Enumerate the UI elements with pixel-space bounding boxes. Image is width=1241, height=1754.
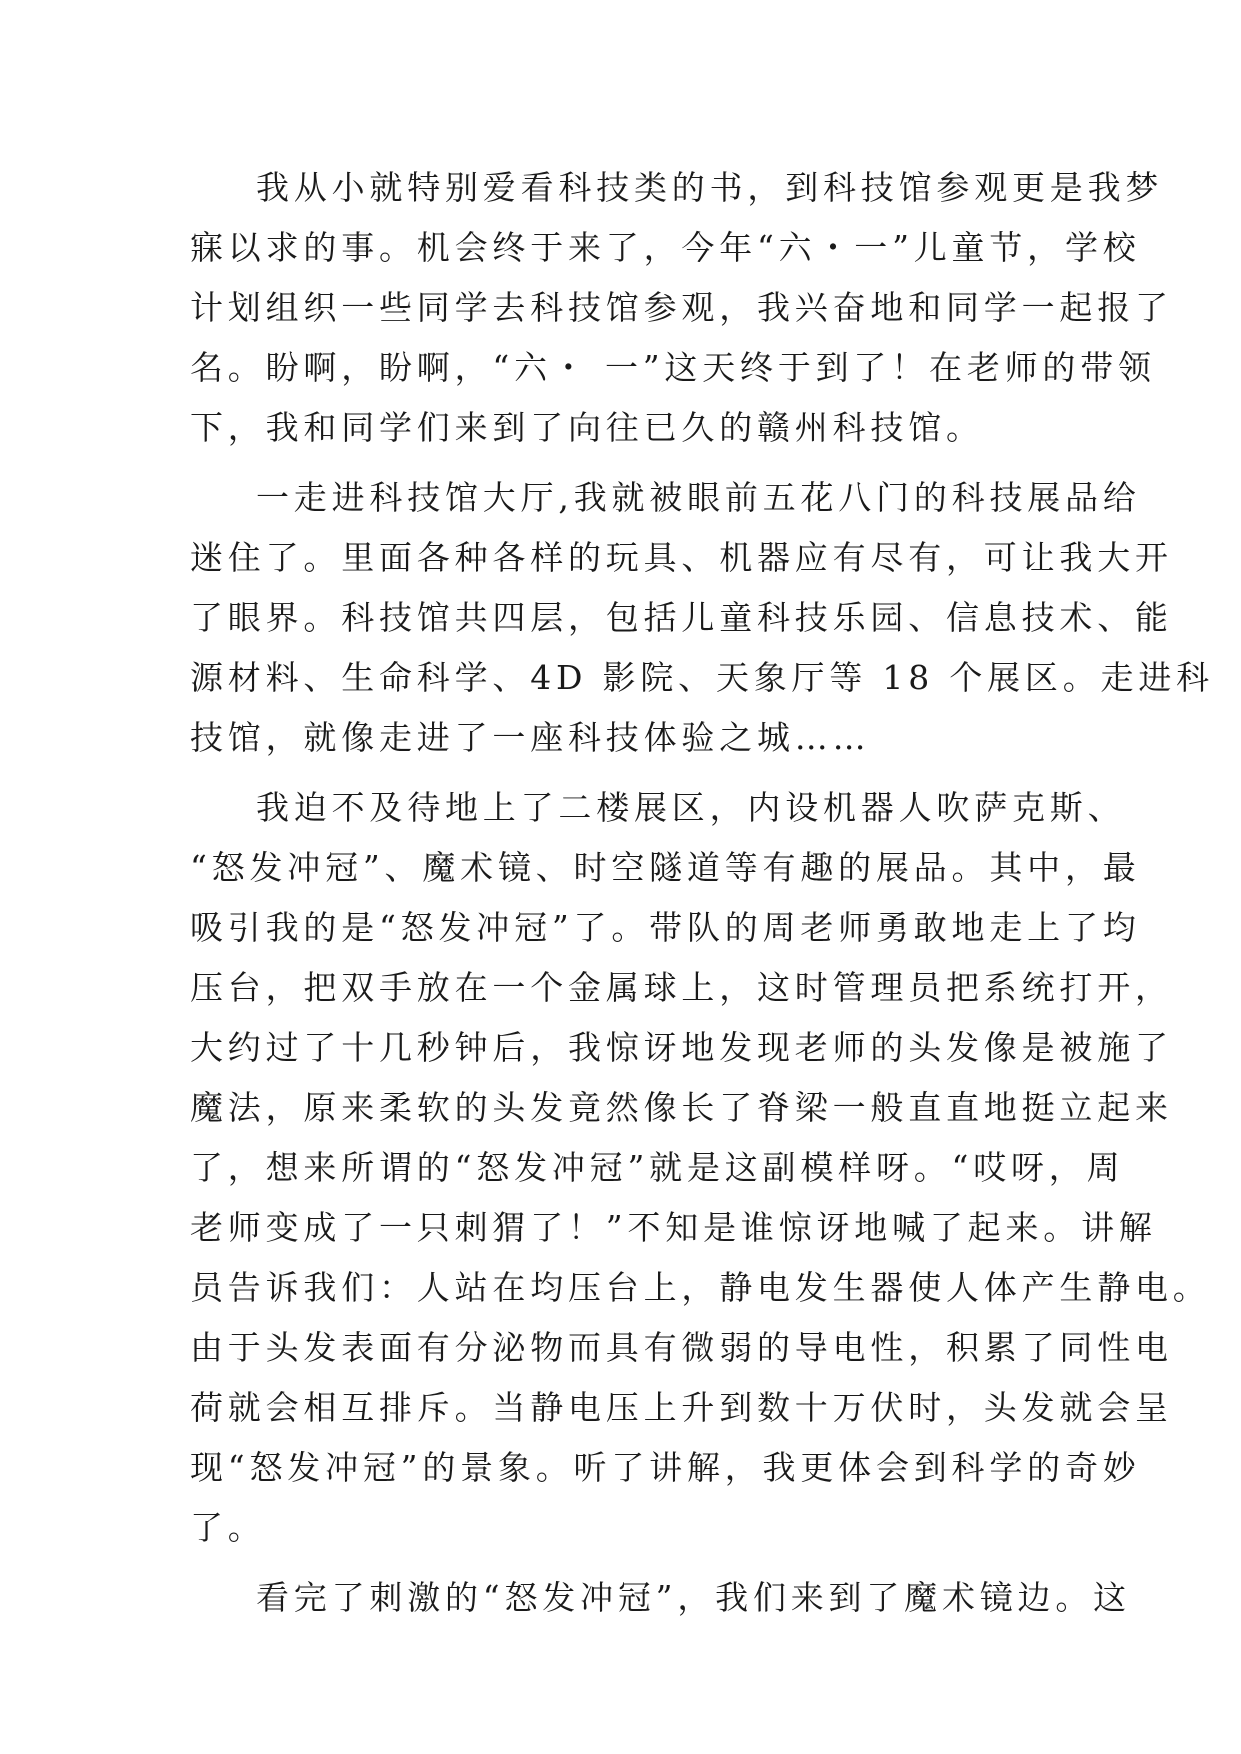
text-line: 我迫不及待地上了二楼展区，内设机器人吹萨克斯、	[256, 788, 1126, 827]
text-line: 源材料、生命科学、4D 影院、天象厅等 18 个展区。走进科	[190, 658, 1214, 697]
text-line: 计划组织一些同学去科技馆参观，我兴奋地和同学一起报了	[190, 288, 1173, 327]
text-line: 荷就会相互排斥。当静电压上升到数十万伏时，头发就会呈	[190, 1388, 1173, 1427]
paragraph-1	[190, 158, 1173, 458]
text-line: 由于头发表面有分泌物而具有微弱的导电性，积累了同性电	[190, 1328, 1173, 1367]
text-line: 了眼界。科技馆共四层，包括儿童科技乐园、信息技术、能	[190, 598, 1173, 637]
text-line: 大约过了十几秒钟后，我惊讶地发现老师的头发像是被施了	[190, 1028, 1173, 1067]
paragraph-3	[190, 778, 1211, 1558]
essay-body	[190, 158, 1214, 1638]
text-line: “怒发冲冠”、魔术镜、时空隧道等有趣的展品。其中，最	[190, 848, 1141, 887]
paragraph-2	[190, 468, 1214, 768]
text-line: 技馆，就像走进了一座科技体验之城……	[190, 718, 871, 757]
text-line: 了。	[190, 1508, 266, 1547]
text-line: 寐以求的事。机会终于来了，今年“六・一”儿童节，学校	[190, 228, 1141, 267]
text-line: 看完了刺激的“怒发冲冠”，我们来到了魔术镜边。这	[256, 1578, 1131, 1617]
text-line: 我从小就特别爱看科技类的书，到科技馆参观更是我梦	[256, 168, 1164, 207]
text-line: 下，我和同学们来到了向往已久的赣州科技馆。	[190, 408, 984, 447]
text-line: 吸引我的是“怒发冲冠”了。带队的周老师勇敢地走上了均	[190, 908, 1141, 947]
paragraph-4	[190, 1568, 1131, 1628]
text-line: 老师变成了一只刺猬了！”不知是谁惊讶地喊了起来。讲解	[190, 1208, 1157, 1247]
text-line: 魔法，原来柔软的头发竟然像长了脊梁一般直直地挺立起来	[190, 1088, 1173, 1127]
text-line: 迷住了。里面各种各样的玩具、机器应有尽有，可让我大开	[190, 538, 1173, 577]
text-line: 员告诉我们：人站在均压台上，静电发生器使人体产生静电。	[190, 1268, 1211, 1307]
text-line: 名。盼啊，盼啊，“六・ 一”这天终于到了！在老师的带领	[190, 348, 1156, 387]
text-line: 了，想来所谓的“怒发冲冠”就是这副模样呀。“哎呀，周	[190, 1148, 1125, 1187]
text-line: 压台，把双手放在一个金属球上，这时管理员把系统打开，	[190, 968, 1173, 1007]
text-line: 现“怒发冲冠”的景象。听了讲解，我更体会到科学的奇妙	[190, 1448, 1141, 1487]
text-line: 一走进科技馆大厅,我就被眼前五花八门的科技展品给	[256, 478, 1141, 517]
